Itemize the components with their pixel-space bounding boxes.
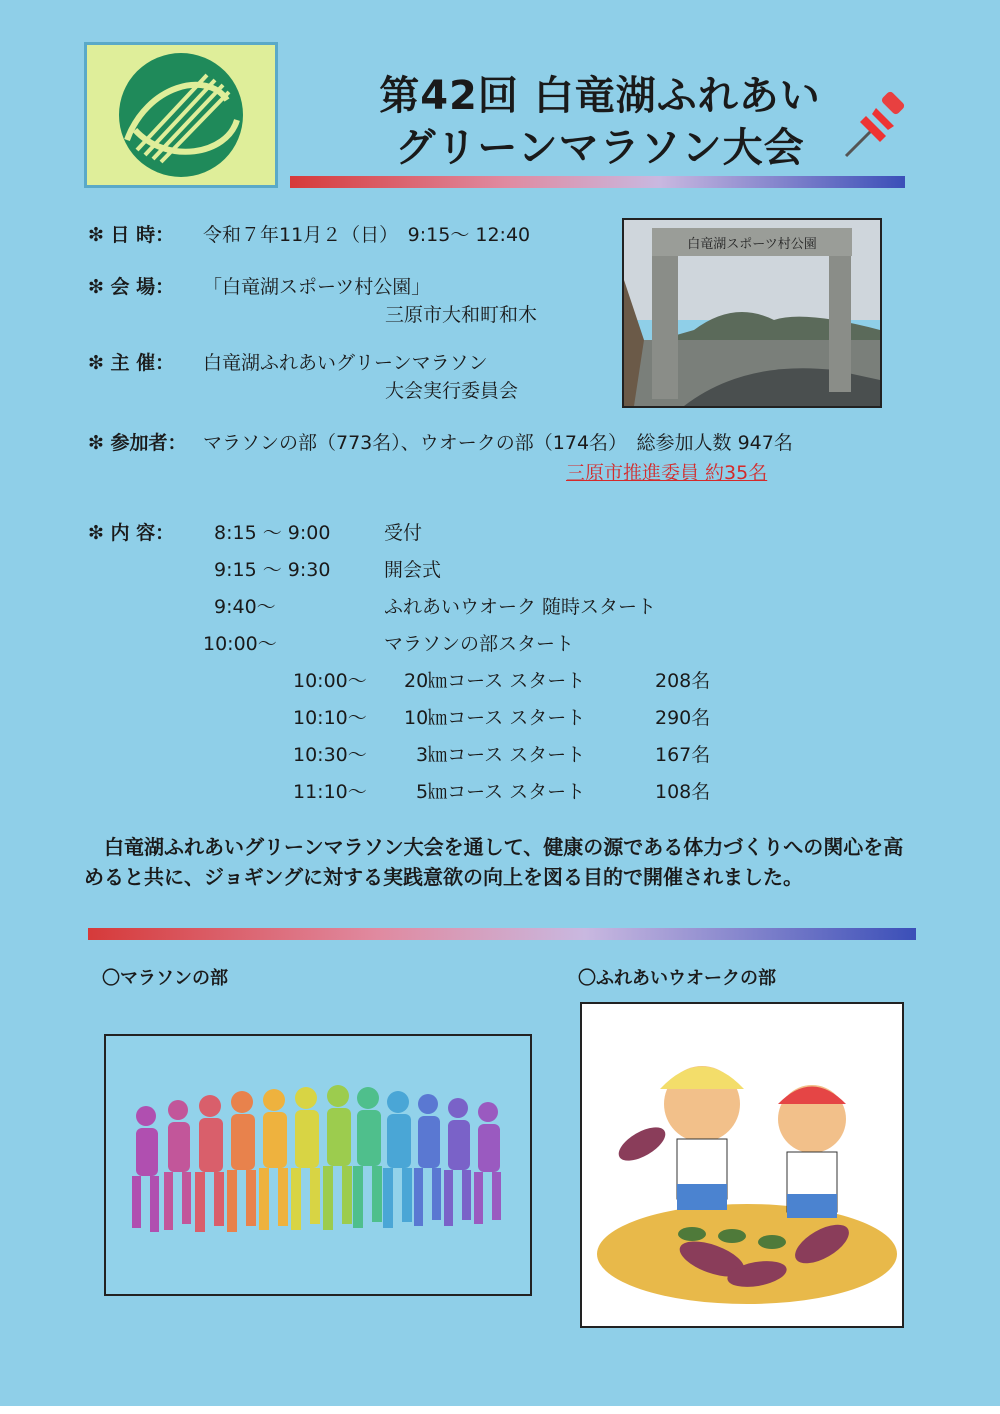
participants-value: マラソンの部（773名）、ウオークの部（174名） 総参加人数 947名 <box>203 432 793 454</box>
participants-note: 三原市推進委員 約35名 <box>566 462 768 484</box>
walk-image <box>580 1002 904 1328</box>
course-name: 3㎞コース スタート <box>416 744 586 766</box>
section-divider <box>88 928 916 940</box>
course-time: 10:30～ <box>293 744 367 766</box>
course-time: 10:10～ <box>293 707 367 729</box>
children-sweet-potato-icon <box>582 1004 902 1326</box>
organizer-line2: 大会実行委員会 <box>385 380 519 402</box>
schedule-time: 9:15 ～ 9:30 <box>214 559 331 581</box>
participants-label: ❇ 参加者： <box>88 432 187 454</box>
course-count: 290名 <box>655 707 711 729</box>
organizer-label: ❇ 主 催： <box>88 352 175 374</box>
course-name: 20㎞コース スタート <box>404 670 586 692</box>
schedule-event: ふれあいウオーク 随時スタート <box>384 596 657 618</box>
runners-silhouette-icon <box>106 1036 530 1294</box>
content-label: ❇ 内 容： <box>88 522 175 544</box>
page-title-line2: グリーンマラソン大会 <box>395 125 805 171</box>
logo-emblem-icon <box>87 45 275 185</box>
sign-text: 白竜湖スポーツ村公園 <box>687 237 817 252</box>
venue-photo <box>622 218 882 408</box>
venue-label: ❇ 会 場： <box>88 276 175 298</box>
schedule-event: マラソンの部スタート <box>384 633 575 655</box>
course-name: 10㎞コース スタート <box>404 707 586 729</box>
schedule-time: 8:15 ～ 9:00 <box>214 522 331 544</box>
course-time: 11:10～ <box>293 781 367 803</box>
venue-name: 「白竜湖スポーツ村公園」 <box>203 276 431 298</box>
datetime-label: ❇ 日 時： <box>88 224 175 246</box>
walk-section-heading: 〇ふれあいウオークの部 <box>578 968 776 989</box>
organizer-line1: 白竜湖ふれあいグリーンマラソン <box>203 352 488 374</box>
course-count: 167名 <box>655 744 711 766</box>
course-count: 108名 <box>655 781 711 803</box>
course-name: 5㎞コース スタート <box>416 781 586 803</box>
page-title-line1: 第42回 白竜湖ふれあい <box>379 73 821 119</box>
event-description: 白竜湖ふれあいグリーンマラソン大会を通して、健康の源である体力づくりへの関心を高めると共に、ジョギングに対する実践意欲の向上を図る目的で開催されました。 <box>84 835 904 889</box>
city-logo <box>84 42 278 188</box>
schedule-time: 9:40～ <box>214 596 276 618</box>
schedule-time: 10:00～ <box>203 633 277 655</box>
datetime-value: 令和７年11月２（日） 9:15～ 12:40 <box>203 224 531 246</box>
marathon-section-heading: 〇マラソンの部 <box>102 968 228 989</box>
course-time: 10:00～ <box>293 670 367 692</box>
schedule-event: 開会式 <box>384 559 442 581</box>
header-divider <box>290 176 905 188</box>
push-pin-icon <box>836 86 916 166</box>
schedule-event: 受付 <box>384 522 423 544</box>
marathon-image <box>104 1034 532 1296</box>
course-count: 208名 <box>655 670 711 692</box>
venue-address: 三原市大和町和木 <box>385 304 538 326</box>
